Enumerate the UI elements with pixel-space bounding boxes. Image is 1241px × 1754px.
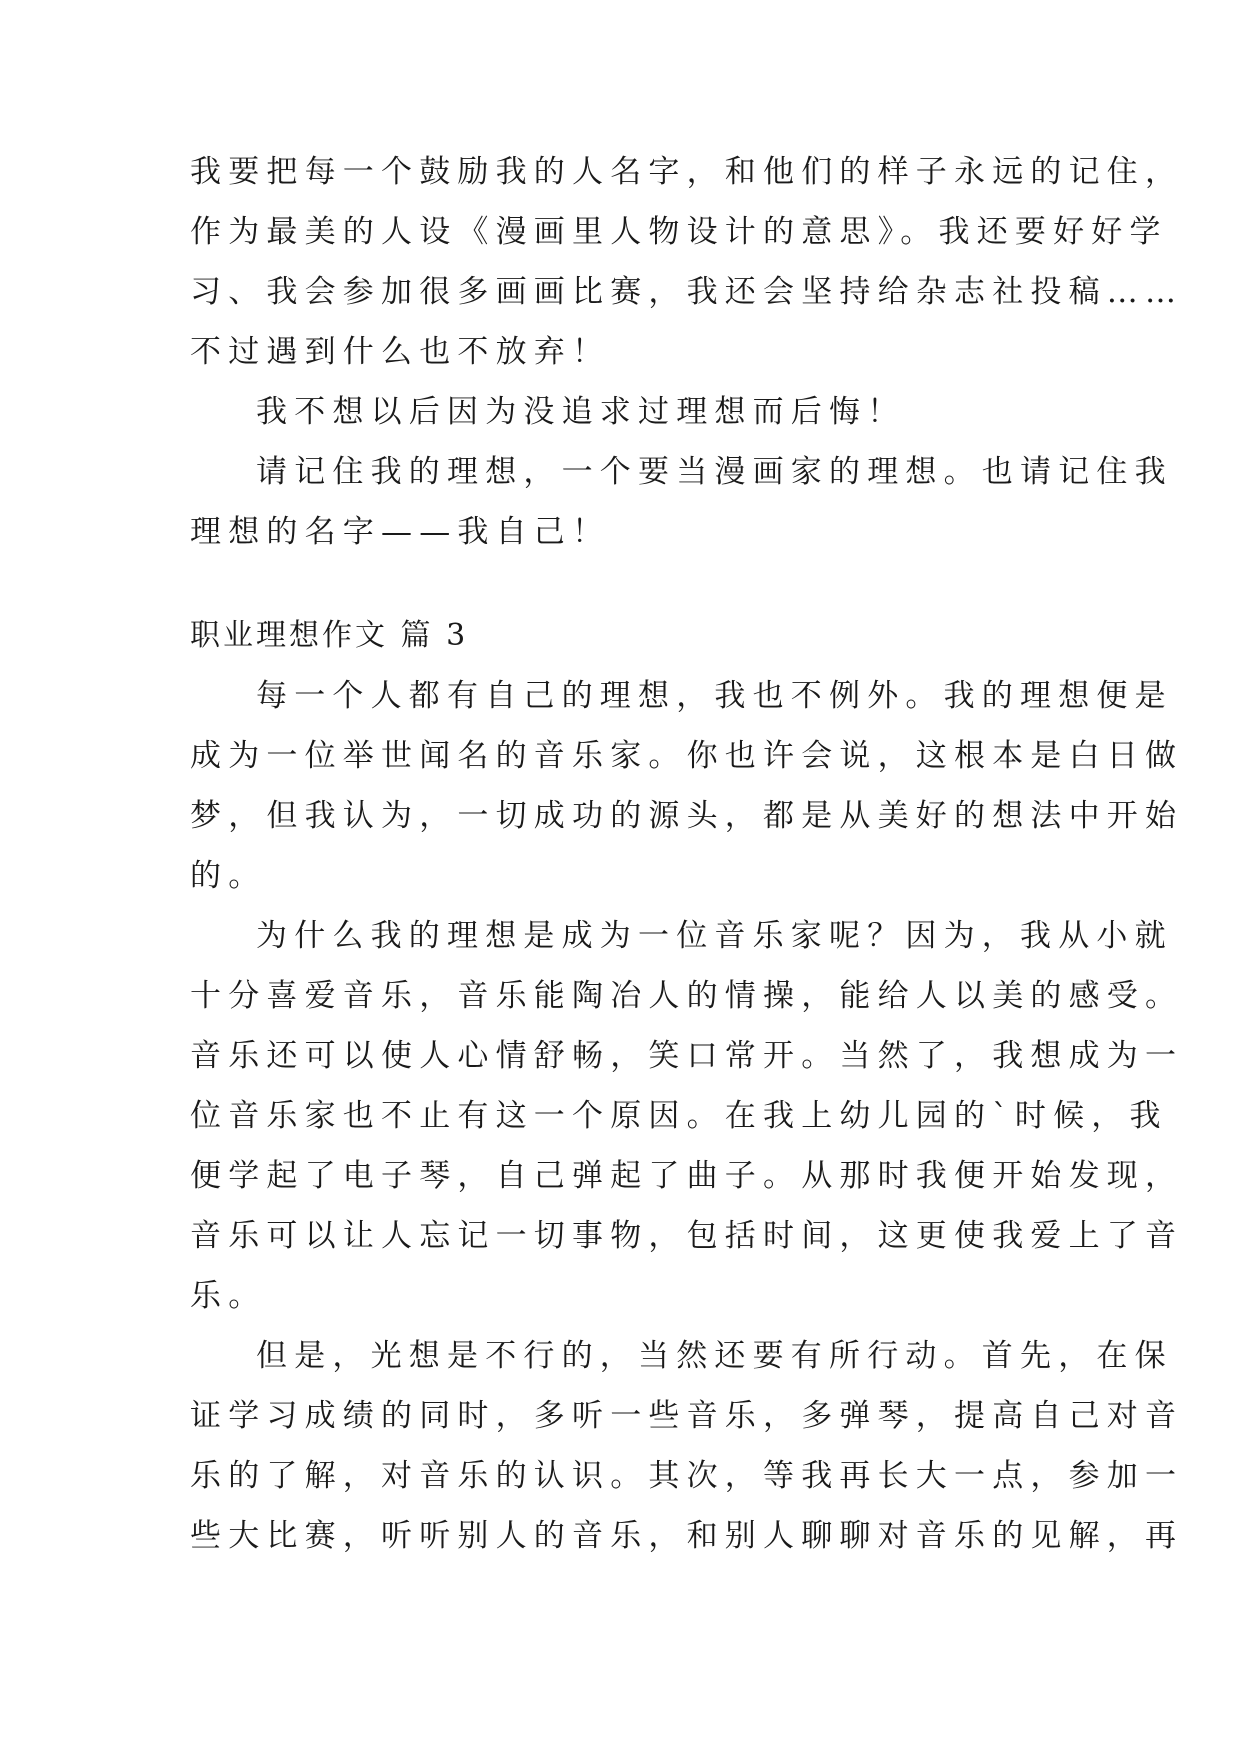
text-line: 请记住我的理想，一个要当漫画家的理想。也请记住我 [256,454,1173,490]
section-title: 职业理想作文 篇 3 [190,618,469,653]
text-line: 每一个人都有自己的理想，我也不例外。我的理想便是 [256,678,1173,714]
text-line: 的。 [190,858,267,894]
text-line: 乐。 [190,1278,267,1314]
text-line: 些大比赛，听听别人的音乐，和别人聊聊对音乐的见解，再 [190,1518,1184,1554]
text-line: 习、我会参加很多画画比赛，我还会坚持给杂志社投稿…… [190,274,1184,310]
text-line: 位音乐家也不止有这一个原因。在我上幼儿园的`时候，我 [190,1098,1168,1134]
text-line: 理想的名字——我自己！ [190,514,611,550]
text-line: 音乐还可以使人心情舒畅，笑口常开。当然了，我想成为一 [190,1038,1184,1074]
text-line: 便学起了电子琴，自己弹起了曲子。从那时我便开始发现， [190,1158,1184,1194]
text-line: 成为一位举世闻名的音乐家。你也许会说，这根本是白日做 [190,738,1184,774]
text-line: 我要把每一个鼓励我的人名字，和他们的样子永远的记住， [190,154,1184,190]
text-line: 为什么我的理想是成为一位音乐家呢？因为，我从小就 [256,918,1173,954]
text-line: 但是，光想是不行的，当然还要有所行动。首先，在保 [256,1338,1173,1374]
text-line: 音乐可以让人忘记一切事物，包括时间，这更使我爱上了音 [190,1218,1184,1254]
text-line: 梦，但我认为，一切成功的源头，都是从美好的想法中开始 [190,798,1184,834]
text-line: 十分喜爱音乐，音乐能陶冶人的情操，能给人以美的感受。 [190,978,1184,1014]
text-line: 证学习成绩的同时，多听一些音乐，多弹琴，提高自己对音 [190,1398,1184,1434]
text-line: 乐的了解，对音乐的认识。其次，等我再长大一点，参加一 [190,1458,1184,1494]
text-line: 作为最美的人设《漫画里人物设计的意思》。我还要好好学 [190,214,1168,250]
paragraph-regret: 我不想以后因为没追求过理想而后悔！ [256,394,906,430]
text-line: 不过遇到什么也不放弃！ [190,334,611,370]
